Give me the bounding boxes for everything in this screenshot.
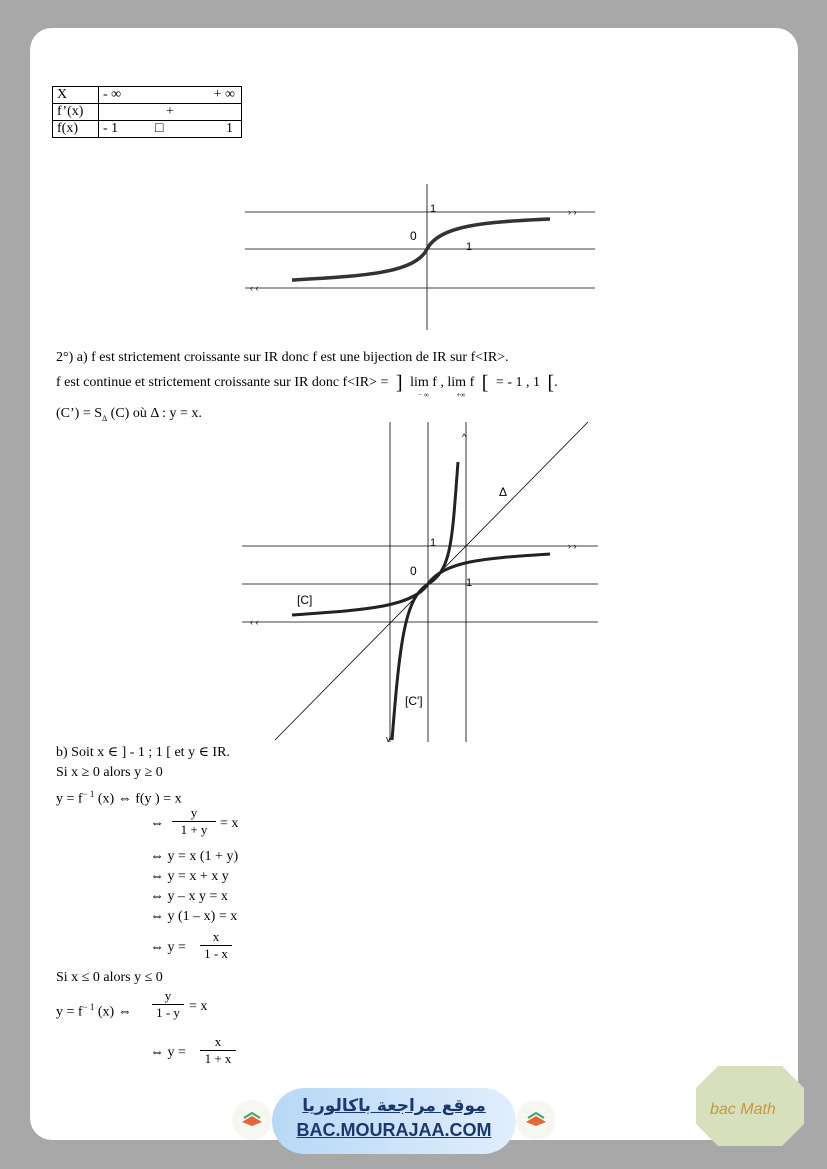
text-span: ⇔ y = bbox=[150, 1045, 186, 1060]
numerator: x bbox=[212, 929, 220, 944]
text-line bbox=[56, 406, 202, 427]
y-one-label: 1 bbox=[430, 537, 437, 549]
arrow-down-icon: v bbox=[386, 734, 391, 744]
table-cell bbox=[99, 121, 242, 138]
table-cell: f’(x) bbox=[53, 104, 99, 121]
delta-label: Δ bbox=[499, 485, 508, 499]
site-url-link[interactable]: BAC.MOURAJAA.COM bbox=[296, 1120, 492, 1140]
equivalence-symbol: ⇔ bbox=[150, 816, 164, 831]
plus-infinity: + ∞ bbox=[213, 87, 235, 102]
lim-text: lim f bbox=[447, 375, 475, 390]
bracket-glyph: [ bbox=[477, 372, 493, 394]
bac-math-logo-icon bbox=[696, 1066, 804, 1146]
origin-label: 0 bbox=[410, 229, 417, 243]
site-badge[interactable] bbox=[272, 1088, 516, 1154]
limit-expression bbox=[410, 375, 437, 399]
origin-label: 0 bbox=[410, 564, 417, 578]
text-line: ⇔ y = x + x y bbox=[150, 869, 229, 884]
curve-c-prime-label: [C'] bbox=[405, 694, 423, 708]
x-one-label: 1 bbox=[466, 577, 473, 589]
graph-c-and-c-prime bbox=[240, 420, 600, 746]
table-cell: X bbox=[53, 87, 99, 104]
table-cell: f(x) bbox=[53, 121, 99, 138]
text-line: b) Soit x ∈ ] - 1 ; 1 [ et y ∈ IR. bbox=[56, 745, 230, 760]
text-span: (C’) = S bbox=[56, 406, 103, 421]
table-row bbox=[53, 121, 242, 138]
text-line: Si x ≥ 0 alors y ≥ 0 bbox=[56, 765, 163, 780]
text-span: f est continue et strictement croissante sur IR donc f<IR> = bbox=[56, 375, 389, 390]
arrow-left-icon: ‹ ‹ bbox=[250, 283, 259, 293]
denominator: 1 - x bbox=[204, 946, 228, 961]
site-logo-icon bbox=[232, 1100, 272, 1140]
curve-c bbox=[292, 554, 550, 615]
bac-math-text: bac Math bbox=[710, 1101, 776, 1118]
text-span: y = f bbox=[56, 1004, 83, 1020]
table-cell: + bbox=[99, 104, 242, 121]
arrow-up-icon: ^ bbox=[462, 432, 467, 442]
denominator: 1 + y bbox=[180, 822, 208, 837]
y-one-label: 1 bbox=[430, 203, 437, 215]
minus-infinity: - ∞ bbox=[103, 87, 122, 102]
curve-c bbox=[292, 219, 550, 280]
curve-c-label: [C] bbox=[297, 593, 313, 607]
numerator: x bbox=[214, 1034, 222, 1049]
lim-text: lim f bbox=[410, 375, 437, 390]
x-one-label: 1 bbox=[466, 241, 473, 253]
limit-expression bbox=[447, 375, 474, 399]
fraction bbox=[172, 806, 216, 837]
text-span: = - 1 , 1 bbox=[495, 375, 540, 390]
text-line: ⇔ y – x y = x bbox=[150, 889, 228, 904]
bracket-glyph: ] bbox=[391, 372, 407, 394]
increasing-arrow-icon: □ bbox=[155, 121, 164, 136]
lim-sub: +∞ bbox=[456, 391, 466, 399]
text-span: (x) ⇔ f(y ) = x bbox=[94, 791, 182, 807]
text-line: f est continue et strictement croissante sur IR donc f<IR> = ] lim f − ∞ , lim f +∞ [ = - 1 , 1 [. bbox=[56, 372, 558, 399]
text-line: Si x ≤ 0 alors y ≤ 0 bbox=[56, 970, 163, 985]
text-span: y = f bbox=[56, 791, 83, 807]
table-row bbox=[53, 87, 242, 104]
site-arabic-name[interactable]: موقع مراجعة باكالوريا bbox=[302, 1096, 486, 1116]
limit-left: - 1 bbox=[103, 121, 119, 136]
arrow-left-icon: ‹ ‹ bbox=[250, 617, 259, 627]
graph-f bbox=[240, 182, 600, 334]
text-line bbox=[56, 999, 132, 1021]
text-line: ⇔ y (1 – x) = x bbox=[150, 909, 238, 924]
arrow-right-icon: › › bbox=[568, 207, 577, 217]
bracket-glyph: [ bbox=[543, 372, 555, 394]
table-row bbox=[53, 104, 242, 121]
site-logo-icon bbox=[516, 1100, 556, 1140]
fraction bbox=[200, 930, 232, 961]
text-line: ⇔ y = x (1 + y) bbox=[150, 849, 239, 864]
lim-sub: − ∞ bbox=[418, 391, 429, 399]
fraction bbox=[200, 1035, 236, 1066]
numerator: y bbox=[164, 988, 172, 1003]
text-line bbox=[56, 786, 182, 808]
denominator: 1 + x bbox=[204, 1051, 232, 1066]
table-cell bbox=[99, 87, 242, 104]
text-span: ⇔ y = bbox=[150, 940, 186, 955]
superscript: − 1 bbox=[82, 1002, 95, 1012]
subscript: Δ bbox=[102, 413, 108, 423]
denominator: 1 - y bbox=[156, 1005, 180, 1020]
text-span: = x bbox=[220, 816, 239, 831]
comma: , bbox=[440, 375, 444, 390]
text-line: 2°) a) f est strictement croissante sur IR donc f est une bijection de IR sur f<IR>. bbox=[56, 350, 509, 365]
superscript: − 1 bbox=[82, 789, 95, 799]
limit-right: 1 bbox=[226, 121, 233, 136]
fraction bbox=[152, 989, 184, 1020]
numerator: y bbox=[190, 805, 198, 820]
text-span: = x bbox=[189, 999, 208, 1014]
variation-table bbox=[52, 86, 242, 138]
text-span: (x) ⇔ bbox=[94, 1004, 132, 1020]
text-span: (C) où Δ : y = x. bbox=[107, 406, 202, 421]
arrow-right-icon: › › bbox=[568, 541, 577, 551]
